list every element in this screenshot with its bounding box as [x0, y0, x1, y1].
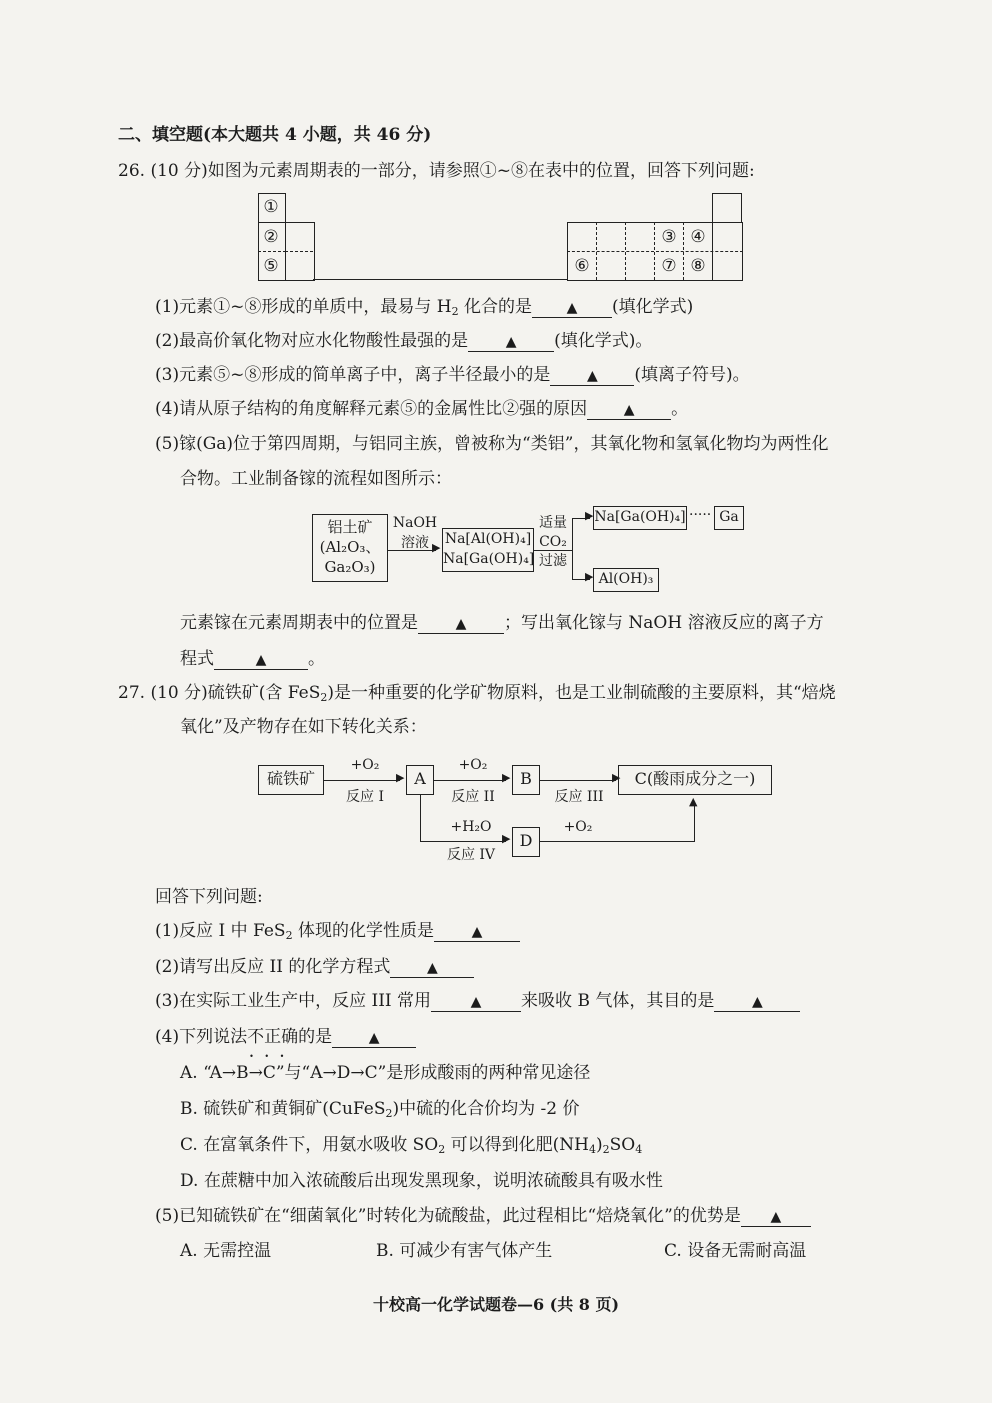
cell-6: ⑥ — [574, 256, 590, 276]
q27-1: (1)反应 I 中 FeS$_2$ 体现的化学性质是 ▲ — [155, 920, 520, 942]
cell-4: ④ — [690, 227, 706, 247]
section-title: 二、填空题(本大题共 4 小题，共 46 分) — [118, 125, 432, 145]
q27-4-option-d: D. 在蔗糖中加入浓硫酸后出现发黑现象，说明浓硫酸具有吸水性 — [180, 1171, 663, 1191]
gallate-box: Na[Ga(OH)₄] — [593, 506, 687, 530]
q26-5-tail1: 元素镓在元素周期表中的位置是 ▲ ；写出氧化镓与 NaOH 溶液反应的离子方 — [180, 613, 824, 633]
q26-5-line1: (5)镓(Ga)位于第四周期，与铝同主族，曾被称为“类铝”，其氧化物和氢氧化物均为两性化 — [155, 434, 829, 454]
arrow-head-icon: ▶ — [612, 771, 621, 784]
o2-label: +O₂ — [350, 757, 380, 773]
answer-blank[interactable]: ▲ — [332, 1028, 416, 1048]
q26-5-tail2: 程式 ▲ 。 — [180, 649, 325, 669]
substance-b-box: B — [512, 765, 540, 795]
cell-7: ⑦ — [661, 256, 677, 276]
cell-8: ⑧ — [690, 256, 706, 276]
substance-a-box: A — [406, 765, 434, 795]
page-footer: 十校高一化学试题卷—6 (共 8 页) — [372, 1295, 620, 1314]
q27-4-option-a: A. “A→B→C”与“A→D→C”是形成酸雨的两种常见途径 — [180, 1063, 591, 1083]
arrow-head-icon: ▶ — [585, 509, 594, 522]
answer-blank[interactable]: ▲ — [741, 1207, 811, 1227]
q26-stem: 26. (10 分)如图为元素周期表的一部分，请参照①~⑧在表中的位置，回答下列问题: — [118, 161, 755, 181]
naoh-solution-label: 溶液 — [401, 535, 429, 551]
substance-c-box: C(酸雨成分之一) — [618, 765, 772, 795]
q27-stem-line1: 27. (10 分)硫铁矿(含 FeS$_2$)是一种重要的化学矿物原料，也是工业制硫酸的主要原料，其“焙烧 — [118, 683, 836, 704]
q27-4-option-c: C. 在富氧条件下，用氨水吸收 $SO_2$ 可以得到化肥$(NH_4)_2SO_4$ — [180, 1135, 643, 1156]
arrow-head-icon: ▶ — [396, 771, 405, 784]
reaction-4-label: 反应 IV — [446, 847, 496, 863]
emphasis-text: 不正确 • • • — [247, 1027, 298, 1047]
q27-4-option-b: B. 硫铁矿和黄铜矿(CuFeS$_2$)中硫的化合价均为 -2 价 — [180, 1099, 580, 1120]
co2-label: CO₂ — [539, 534, 567, 550]
q26-2: (2)最高价氧化物对应水化物酸性最强的是 ▲ (填化学式)。 — [155, 331, 653, 351]
answer-blank[interactable]: ▲ — [418, 614, 504, 634]
arrow-head-icon: ▶ — [502, 832, 511, 845]
gallium-box: Ga — [714, 506, 744, 530]
q27-5: (5)已知硫铁矿在“细菌氧化”时转化为硫酸盐，此过程相比“焙烧氧化”的优势是 ▲ — [155, 1205, 811, 1227]
bauxite-box: 铝土矿 (Al₂O₃、 Ga₂O₃) — [312, 514, 388, 582]
q27-3: (3)在实际工业生产中，反应 III 常用 ▲ 来吸收 B 气体，其目的是 ▲ — [155, 990, 800, 1012]
q27-5-option-b: B. 可减少有害气体产生 — [376, 1241, 553, 1261]
aluminate-box: Na[Al(OH)₄] Na[Ga(OH)₄] — [442, 528, 534, 572]
arrow-head-icon: ▶ — [432, 541, 441, 554]
answer-blank[interactable]: ▲ — [550, 366, 634, 386]
answer-blank[interactable]: ▲ — [434, 922, 520, 942]
cell-2: ② — [263, 227, 279, 247]
answer-blank[interactable]: ▲ — [468, 332, 554, 352]
q27-5-option-a: A. 无需控温 — [180, 1241, 272, 1261]
h2o-label: +H₂O — [450, 819, 492, 835]
arrow-up-icon: ▲ — [689, 795, 698, 808]
arrow-head-icon: ▶ — [502, 771, 511, 784]
q26-5-line2: 合物。工业制备镓的流程如图所示： — [180, 469, 452, 489]
q26-3: (3)元素⑤~⑧形成的简单离子中，离子半径最小的是 ▲ (填离子符号)。 — [155, 365, 750, 385]
q26-4: (4)请从原子结构的角度解释元素⑤的金属性比②强的原因 ▲ 。 — [155, 399, 689, 419]
cell-1: ① — [263, 197, 279, 217]
cell-3: ③ — [661, 227, 677, 247]
substance-d-box: D — [512, 827, 540, 857]
cell-5: ⑤ — [263, 256, 279, 276]
q27-prompt: 回答下列问题: — [155, 887, 263, 907]
q27-4: (4)下列说法不正确 • • •的是 ▲ — [155, 1026, 416, 1048]
pyrite-box: 硫铁矿 — [258, 765, 324, 795]
co2-amount-label: 适量 — [539, 515, 567, 531]
answer-blank[interactable]: ▲ — [587, 400, 671, 420]
answer-blank[interactable]: ▲ — [714, 992, 800, 1012]
q27-stem-line2: 氧化”及产物存在如下转化关系： — [180, 717, 427, 737]
process-dots: ····· — [689, 507, 712, 523]
o2-label: +O₂ — [458, 757, 488, 773]
reaction-2-label: 反应 II — [451, 789, 495, 805]
aluminum-hydroxide-box: Al(OH)₃ — [593, 568, 659, 592]
arrow-head-icon: ▶ — [585, 570, 594, 583]
o2-label: +O₂ — [563, 819, 593, 835]
q27-5-option-c: C. 设备无需耐高温 — [664, 1241, 807, 1261]
answer-blank[interactable]: ▲ — [214, 650, 308, 670]
naoh-label: NaOH — [392, 515, 438, 531]
answer-blank[interactable]: ▲ — [431, 992, 521, 1012]
answer-blank[interactable]: ▲ — [390, 958, 474, 978]
q26-1: (1)元素①~⑧形成的单质中，最易与 $H_2$ 化合的是 ▲ (填化学式) — [155, 297, 694, 318]
reaction-3-label: 反应 III — [554, 789, 604, 805]
reaction-1-label: 反应 I — [346, 789, 384, 805]
filter-label: 过滤 — [539, 553, 567, 569]
answer-blank[interactable]: ▲ — [532, 298, 612, 318]
q27-2: (2)请写出反应 II 的化学方程式 ▲ — [155, 956, 474, 978]
